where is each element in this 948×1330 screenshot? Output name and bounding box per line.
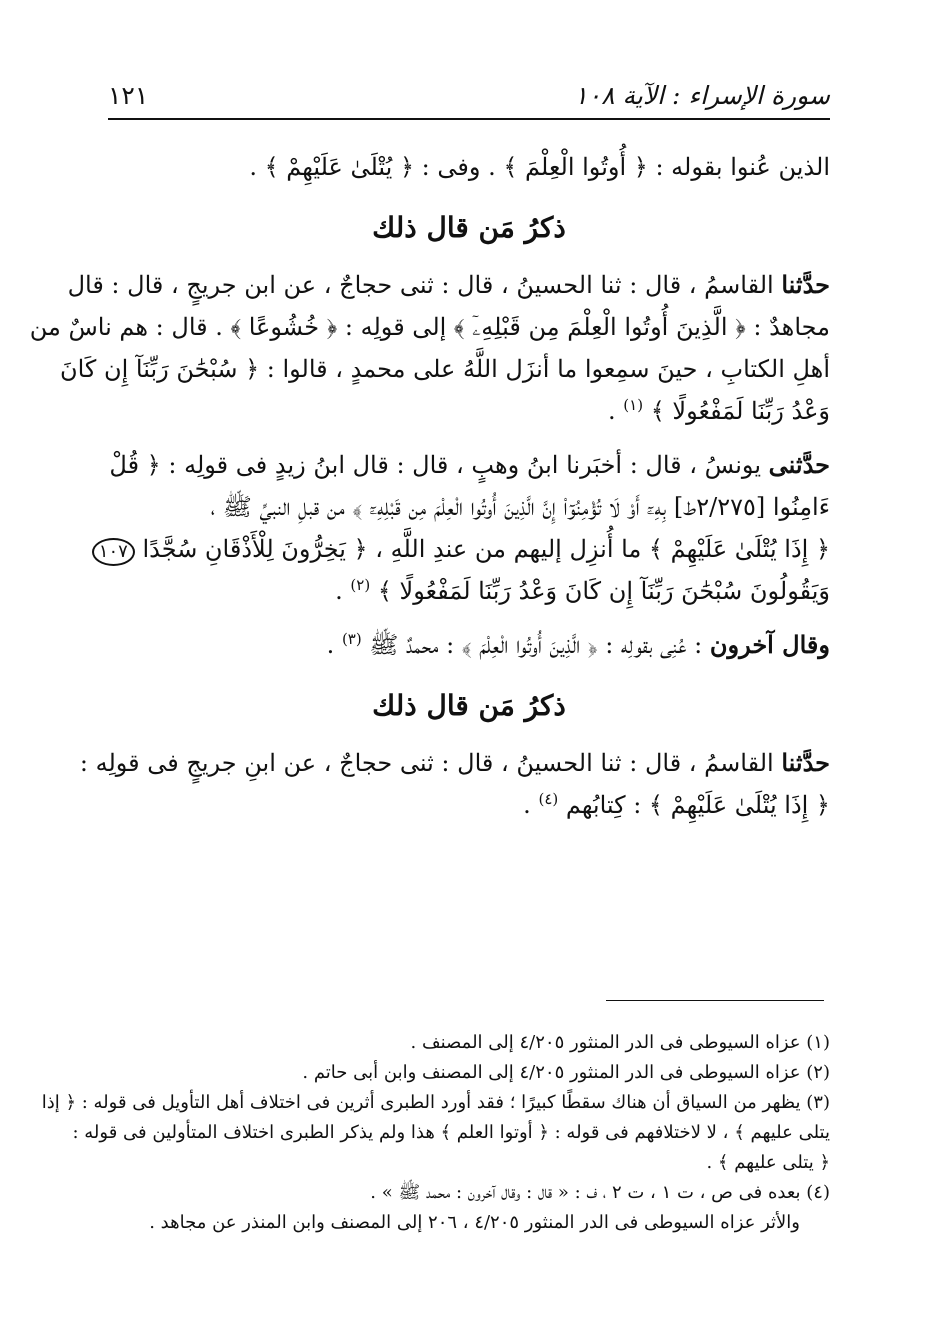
paragraph-1-line-4: وَعْدُ رَبِّنَا لَمَفْعُولًا ﴾ $^{(١)}$ . bbox=[608, 396, 830, 425]
intro-line: الذين عُنوا بقوله : ﴿ أُوتُوا الْعِلْمَ ﴾ . وفى : ﴿ يُتْلَىٰ عَلَيْهِمْ ﴾ . bbox=[249, 153, 830, 181]
page-number: ١٢١ bbox=[108, 81, 149, 110]
footnote-3-line-2: يتلى عليهم ﴾ ، لا لاختلافهم فى قوله : ﴿ أوتوا العلم ﴾ هذا ولم يذكر الطبرى اختلاف المتأولين فى قوله : bbox=[72, 1122, 830, 1143]
footnote-separator bbox=[606, 1000, 824, 1001]
header-rule bbox=[108, 118, 830, 120]
page-header bbox=[108, 70, 830, 110]
paragraph-3-lead: وقال آخرون bbox=[709, 630, 830, 659]
paragraph-3 bbox=[108, 624, 830, 666]
footnote-ref-1: (١) bbox=[623, 396, 644, 414]
section-heading-1: ذكرُ مَن قال ذلك bbox=[372, 211, 566, 244]
paragraph-1-line-2: مجاهدٌ : ﴿ الَّذِينَ أُوتُوا الْعِلْمَ مِن قَبْلِهِۦٓ ﴾ إلى قولِه : ﴿ خُشُوعًا ﴾ . قال : هم ناسٌ من bbox=[29, 313, 830, 341]
section-heading-2: ذكرُ مَن قال ذلك bbox=[372, 689, 566, 722]
paragraph-2-line-1: حدَّثنى يونسُ ، قال : أخبَرنا ابنُ وهبٍ ، قال : قال ابنُ زيدٍ فى قولِه : ﴿ قُلْ bbox=[109, 450, 830, 479]
footnote-ref-2: (٢) bbox=[350, 576, 371, 594]
running-title: سورة الإسراء : الآية ١٠٨ bbox=[574, 81, 830, 110]
footnote-ref-3: (٣) bbox=[341, 630, 362, 648]
paragraph-2-line-2: ءَامِنُوا [٢/٢٧٥ط] بِهِۦٓ أَوْ لَا تُؤْمِنُوٓاْ إِنَّ الَّذِينَ أُوتُوا الْعِلْمَ مِن قَبْلِهِۦٓ ﴾ من قبلِ النبيِّ ﷺ ، bbox=[210, 493, 830, 521]
footnote-3-line-1: (٣) يظهر من السياق أن هناك سقطًا كبيرًا ؛ فقد أورد الطبرى أثرين فى اختلاف أهل التأويل فى قوله : ﴿ إذا bbox=[41, 1092, 830, 1113]
paragraph-2 bbox=[98, 444, 830, 612]
footnote-4-line-2: والأثر عزاه السيوطى فى الدر المنثور ٤/٢٠٥ ، ٢٠٦ إلى المصنف وابن المنذر عن مجاهد . bbox=[149, 1212, 800, 1233]
paragraph-1-line-1: حدَّثنا القاسمُ ، قال : ثنا الحسينُ ، قال : ثنى حجاجٌ ، عن ابن جريجٍ ، قال : قال bbox=[67, 270, 830, 299]
footnote-1: (١) عزاه السيوطى فى الدر المنثور ٤/٢٠٥ إلى المصنف . bbox=[410, 1032, 830, 1053]
paragraph-2-lead: حدَّثنى bbox=[768, 450, 830, 479]
paragraph-1 bbox=[29, 264, 830, 432]
footnotes bbox=[41, 1028, 830, 1238]
footnote-ref-4: (٤) bbox=[538, 790, 559, 808]
footnote-4-line-1: (٤) بعده فى ص ، ت ١ ، ت ٢ ، ف : « قال : وقال آخرون : محمد ﷺ » . bbox=[370, 1182, 830, 1203]
paragraph-3-line-1: وقال آخرون : عُنِى بقولِه : ﴿ الَّذِينَ أُوتُوا الْعِلْمَ ﴾ : محمدٌ ﷺ $^{(٣)}$ . bbox=[326, 630, 830, 659]
paragraph-2-line-3: ﴿ إِذَا يُتْلَىٰ عَلَيْهِمْ ﴾ ما أُنزِل إليهم من عندِ اللَّهِ ، ﴿ يَخِرُّونَ لِلْأَذْقَانِ سُجَّدًا ١٠٧ bbox=[108, 528, 830, 570]
paragraph-4-line-1: حدَّثنا القاسمُ ، قال : ثنا الحسينُ ، قال : ثنى حجاجٌ ، عن ابنِ جريجٍ فى قولِه : bbox=[79, 748, 830, 777]
paragraph-1-line-3: أهلِ الكتابِ ، حينَ سمِعوا ما أنزَل اللَّهُ على محمدٍ ، قالوا : ﴿ سُبْحَٰنَ رَبِّنَآ إِن كَانَ bbox=[59, 355, 830, 383]
verse-number-marker: ١٠٧ bbox=[92, 538, 135, 566]
paragraph-4 bbox=[79, 742, 830, 826]
paragraph-4-lead: حدَّثنا bbox=[781, 748, 830, 777]
main-text bbox=[29, 146, 830, 838]
paragraph-4-line-2: ﴿ إِذَا يُتْلَىٰ عَلَيْهِمْ ﴾ : كِتابُهم $^{(٤)}$ . bbox=[523, 790, 830, 819]
footnote-2: (٢) عزاه السيوطى فى الدر المنثور ٤/٢٠٥ إلى المصنف وابن أبى حاتم . bbox=[302, 1062, 830, 1083]
footnote-3-line-3: ﴿ يتلى عليهم ﴾ . bbox=[706, 1152, 830, 1173]
paragraph-1-lead: حدَّثنا bbox=[781, 270, 830, 299]
paragraph-2-line-4: وَيَقُولُونَ سُبْحَٰنَ رَبِّنَآ إِن كَانَ وَعْدُ رَبِّنَا لَمَفْعُولًا ﴾ $^{(٢)}$ . bbox=[335, 576, 830, 605]
